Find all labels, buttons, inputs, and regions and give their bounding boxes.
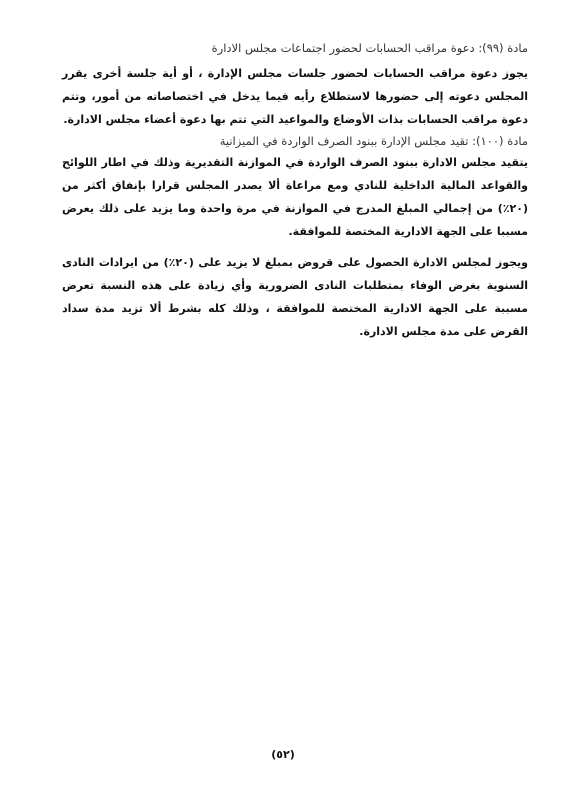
page-content — [62, 38, 528, 343]
article-99-heading: مادة (٩٩): دعوة مراقب الحسابات لحضور اجتماعات مجلس الادارة — [211, 41, 528, 55]
spacer — [62, 243, 528, 251]
article-100-heading: مادة (١٠٠): تقيد مجلس الإدارة ببنود الصرف الواردة في الميزانية — [219, 134, 528, 148]
article-100-paragraph-1: يتقيد مجلس الادارة ببنود الصرف الواردة في الموازنة التقديرية وذلك في اطار اللوائح والقواعد المالية الداخلية للنادي ومع مراعاة ألا يصدر المجلس قرارا بإنفاق أكثر من (٢٠٪) من إجمالي المبلغ المدرج في الموازنة في مرة واحدة وما يزيد على ذلك يعرض مسببا على الجهة الادارية المختصة للموافقة. — [62, 156, 528, 238]
article-99-body: يجوز دعوة مراقب الحسابات لحضور جلسات مجلس الإدارة ، أو أية جلسة أخرى يقرر المجلس دعوته إلى حضورها لاستطلاع رأيه فيما يدخل في اختصاصاته من أمور، وتتم دعوة مراقب الحسابات بذات الأوضاع والمواعيد التي تتم بها دعوة أعضاء مجلس الادارة. — [62, 67, 528, 126]
page-number: (٥٢) — [271, 748, 295, 761]
article-100-paragraph-2: ويجوز لمجلس الادارة الحصول على قروض بمبلغ لا يزيد على (٢٠٪) من ايرادات النادى السنوية بغرض الوفاء بمتطلبات النادى الضرورية وأي زيادة على هذه النسبة تعرض مسببة على الجهة الادارية المختصة للموافقة ، وذلك كله بشرط ألا تزيد مدة سداد القرض على مدة مجلس الادارة. — [62, 256, 529, 338]
